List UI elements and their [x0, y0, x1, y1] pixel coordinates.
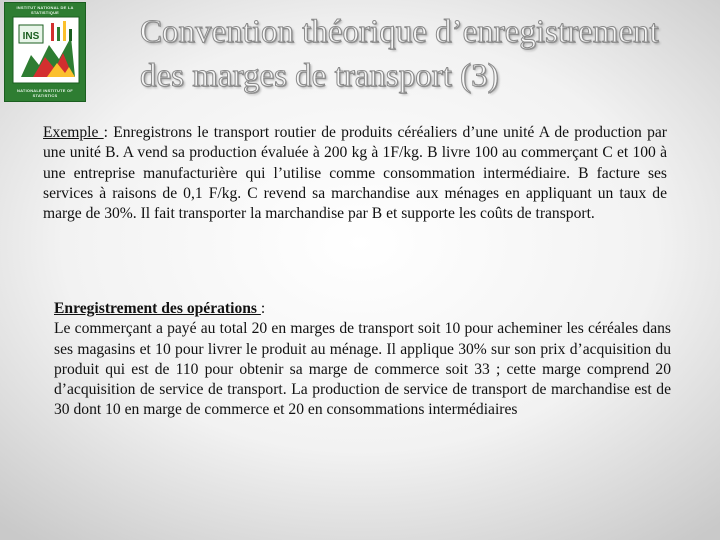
logo-emblem-icon	[11, 15, 81, 85]
logo-bottom-text: NATIONALE INSTITUTE OF STATISTICS	[17, 88, 73, 98]
slide-title	[140, 10, 715, 98]
logo-top-text: INSTITUT NATIONAL DE LA STATISTIQUE	[16, 5, 74, 15]
operations-label: Enregistrement des opérations	[54, 300, 261, 317]
operations-text: Le commerçant a payé au total 20 en marges de transport soit 10 pour acheminer les céréales dans ses magasins et 10 pour livrer le produit au ménage. Il applique 30% sur son prix d’acquisition du produit qui est de 110 pour obtenir sa marge de commerce soit 33 ; cette marge comprend 20 d’acquisition de service de transport. La production de service de transport de marchandise est de 30 dont 10 en marge de commerce et 20 en consommations intermédiaires	[54, 320, 671, 419]
example-label: Exemple	[43, 124, 104, 141]
example-paragraph	[43, 123, 667, 224]
logo-monogram: INS	[22, 31, 40, 42]
operations-separator: :	[260, 300, 266, 317]
slide-title-line2: des marges de transport (3)	[140, 58, 499, 94]
example-separator: :	[103, 124, 114, 141]
operations-paragraph	[54, 299, 671, 421]
slide-title-line1: Convention théorique d’enregistrement	[140, 14, 659, 50]
ins-logo	[4, 2, 86, 102]
example-text: Enregistrons le transport routier de produits céréaliers d’une unité A de production par une unité B. A vend sa production évaluée à 200 kg à 1F/kg. B livre 100 au commerçant C et 100 à une entreprise manufacturière qui l’utilise comme consommation intermédiaire. B facture ses services à raisons de 0,1 F/kg. C revend sa marchandise aux ménages en appliquant un taux de marge de 30%. Il fait transporter la marchandise par B et supporte les coûts de transport.	[43, 124, 667, 223]
